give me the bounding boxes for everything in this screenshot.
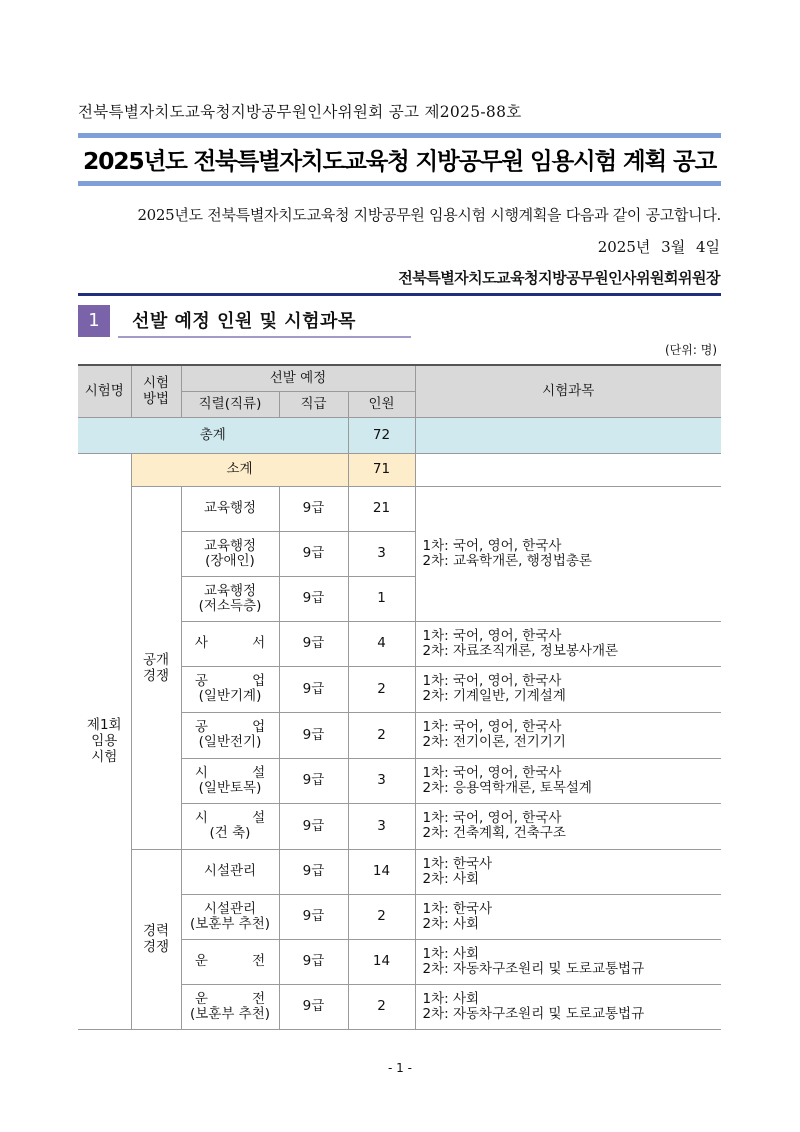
subjects-cell: 1차: 국어, 영어, 한국사 2차: 기계일반, 기계설계 (415, 666, 721, 712)
subjects-cell: 1차: 국어, 영어, 한국사 2차: 전기이론, 전기기기 (415, 712, 721, 758)
grade-cell: 9급 (279, 712, 348, 758)
notice-number: 전북특별자치도교육청지방공무원인사위원회 공고 제2025-88호 (78, 103, 522, 121)
header-job: 직렬(직류) (181, 391, 279, 417)
count-cell: 3 (348, 531, 415, 576)
subtotal-subjects (415, 453, 721, 486)
title-top-bar (78, 133, 721, 138)
total-label: 총계 (78, 417, 348, 453)
grade-cell: 9급 (279, 486, 348, 531)
grade-cell: 9급 (279, 666, 348, 712)
career-method-cell: 경력 경쟁 (131, 849, 181, 1029)
total-row (78, 417, 721, 453)
recruitment-table (78, 364, 721, 1030)
count-cell: 3 (348, 758, 415, 803)
grade-cell: 9급 (279, 576, 348, 621)
job-cell: 공 업 (일반전기) (181, 712, 279, 758)
grade-cell: 9급 (279, 984, 348, 1029)
count-cell: 2 (348, 984, 415, 1029)
header-selection: 선발 예정 (181, 365, 415, 391)
total-count: 72 (348, 417, 415, 453)
table-row (78, 486, 721, 531)
subjects-cell: 1차: 사회 2차: 자동차구조원리 및 도로교통법규 (415, 939, 721, 984)
count-cell: 2 (348, 666, 415, 712)
section-underline (118, 336, 411, 338)
unit-note: (단위: 명) (665, 343, 717, 357)
table-row (78, 849, 721, 894)
job-cell: 사 서 (181, 621, 279, 666)
count-cell: 2 (348, 894, 415, 939)
count-cell: 1 (348, 576, 415, 621)
total-subjects (415, 417, 721, 453)
open-method-cell: 공개 경쟁 (131, 486, 181, 849)
grade-cell: 9급 (279, 894, 348, 939)
job-cell: 공 업 (일반기계) (181, 666, 279, 712)
job-cell: 운 전 (보훈부 추천) (181, 984, 279, 1029)
subjects-cell: 1차: 국어, 영어, 한국사 2차: 건축계획, 건축구조 (415, 803, 721, 849)
subtotal-row (78, 453, 721, 486)
job-cell: 운 전 (181, 939, 279, 984)
header-rule (78, 293, 721, 296)
grade-cell: 9급 (279, 758, 348, 803)
count-cell: 4 (348, 621, 415, 666)
page-number: - 1 - (388, 1061, 412, 1075)
signer: 전북특별자치도교육청지방공무원인사위원회위원장 (398, 269, 720, 287)
section-number-badge: 1 (78, 305, 110, 337)
job-cell: 시 설 (일반토목) (181, 758, 279, 803)
grade-cell: 9급 (279, 849, 348, 894)
grade-cell: 9급 (279, 939, 348, 984)
title-bottom-bar (78, 181, 721, 186)
subtotal-label: 소계 (131, 453, 348, 486)
document-title: 2025년도 전북특별자치도교육청 지방공무원 임용시험 계획 공고 (82, 147, 717, 175)
header-exam-method: 시험 방법 (131, 365, 181, 417)
subjects-cell: 1차: 한국사 2차: 사회 (415, 894, 721, 939)
intro-text: 2025년도 전북특별자치도교육청 지방공무원 임용시험 시행계획을 다음과 같이 공고합니다. (137, 206, 721, 224)
subjects-cell: 1차: 한국사 2차: 사회 (415, 849, 721, 894)
exam-name-cell: 제1회 임용 시험 (78, 453, 131, 1029)
subjects-cell: 1차: 국어, 영어, 한국사 2차: 자료조직개론, 정보봉사개론 (415, 621, 721, 666)
job-cell: 시설관리 (181, 849, 279, 894)
subjects-cell: 1차: 국어, 영어, 한국사 2차: 교육학개론, 행정법총론 (415, 486, 721, 621)
subjects-cell: 1차: 사회 2차: 자동차구조원리 및 도로교통법규 (415, 984, 721, 1029)
job-cell: 시설관리 (보훈부 추천) (181, 894, 279, 939)
job-cell: 교육행정 (저소득층) (181, 576, 279, 621)
header-row-1 (78, 365, 721, 391)
count-cell: 3 (348, 803, 415, 849)
job-cell: 시 설 (건 축) (181, 803, 279, 849)
grade-cell: 9급 (279, 531, 348, 576)
section-title: 선발 예정 인원 및 시험과목 (132, 311, 356, 332)
header-exam-name: 시험명 (78, 365, 131, 417)
count-cell: 21 (348, 486, 415, 531)
announcement-date: 2025년 3월 4일 (597, 238, 720, 256)
subtotal-count: 71 (348, 453, 415, 486)
grade-cell: 9급 (279, 621, 348, 666)
count-cell: 2 (348, 712, 415, 758)
job-cell: 교육행정 (장애인) (181, 531, 279, 576)
header-subjects: 시험과목 (415, 365, 721, 417)
header-count: 인원 (348, 391, 415, 417)
count-cell: 14 (348, 939, 415, 984)
header-grade: 직급 (279, 391, 348, 417)
grade-cell: 9급 (279, 803, 348, 849)
subjects-cell: 1차: 국어, 영어, 한국사 2차: 응용역학개론, 토목설계 (415, 758, 721, 803)
job-cell: 교육행정 (181, 486, 279, 531)
count-cell: 14 (348, 849, 415, 894)
